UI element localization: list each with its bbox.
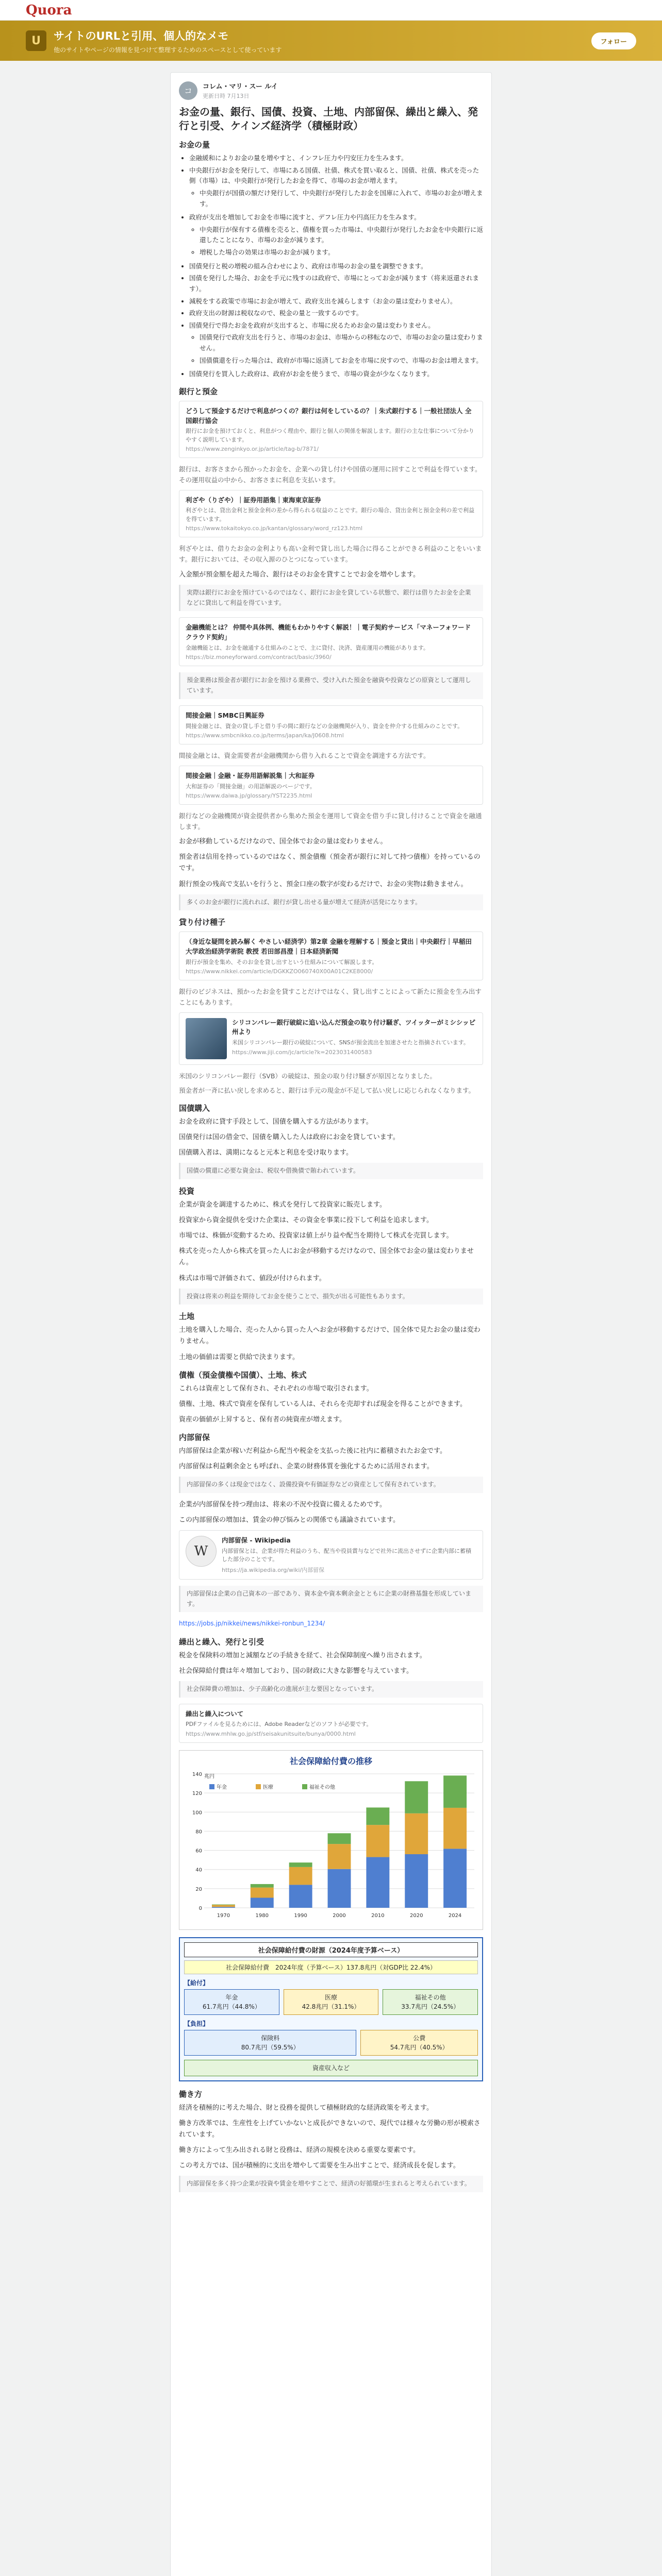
bar-医療 xyxy=(328,1844,351,1869)
y-tick-label: 100 xyxy=(192,1810,202,1816)
paragraph: 土地の価値は需要と供給で決まります。 xyxy=(179,1353,299,1361)
section-heading: 投資 xyxy=(179,1187,195,1196)
list-item: ◦ 中央銀行が国債の額だけ発行して、中央銀行が発行したお金を国庫に入れて、市場のお金が増えます。 xyxy=(200,188,483,209)
paragraph: 働き方改革では、生産性を上げていかないと成長ができないので、現代では様々な労働の形が模索されています。 xyxy=(179,2119,481,2139)
x-tick-label: 1980 xyxy=(255,1912,269,1919)
paragraph: これらは資産として保有され、それぞれの市場で取引されます。 xyxy=(179,1384,373,1393)
list-item: • 減税をする政策で市場にお金が増えて、政府支出を減らします（お金の量は変わりません）。 xyxy=(189,296,483,307)
section-heading: お金の量 xyxy=(179,140,210,149)
link-description: 銀行にお金を預けておくと、利息がつく理由や、銀行と個人の関係を解説します。銀行の主な仕事について分かりやすく説明しています。 xyxy=(186,428,474,443)
quote-text: 銀行は、お客さまから預かったお金を、企業への貸し付けや国債の運用に回すことで利益を得ています。その運用収益の中から、お客さまに利息を支払います。 xyxy=(179,465,482,484)
space-name[interactable]: サイトのURLと引用、個人的なメモ xyxy=(54,29,229,42)
link-title[interactable]: （身近な疑問を読み解く やさしい経済学）第2章 金融を理解する｜預金と貸出｜中央銀行｜早稲田大学政治経済学術院 教授 若田部昌澄｜日本経済新聞 xyxy=(186,938,472,956)
answer-card xyxy=(170,72,492,2576)
paragraph: この内部留保の増加は、賃金の伸び悩みとの関係でも議論されています。 xyxy=(179,1516,400,1524)
bullet-list xyxy=(179,153,483,380)
link-description: PDFファイルを見るためには、Adobe Readerなどのソフトが必要です。 xyxy=(186,1721,372,1728)
quora-logo[interactable]: Quora xyxy=(26,2,72,18)
bar-医療 xyxy=(405,1813,428,1854)
finance-row xyxy=(184,2030,478,2056)
link-description: 金融機能とは、お金を融通する仕組みのことで、主に貸付、決済、資産運用の機能があります。 xyxy=(186,644,429,651)
section-label: 【給付】 xyxy=(184,1979,209,1987)
paragraph: この考え方では、国が積極的に支出を増やして需要を生み出すことで、経済成長を促します。 xyxy=(179,2162,460,2170)
follow-button[interactable]: フォロー xyxy=(591,32,636,49)
chart-svg xyxy=(184,1769,479,1923)
list-item: ◦ 国債償還を行った場合は、政府が市場に返済してお金を市場に戻すので、市場のお金は増えます。 xyxy=(200,355,483,366)
author-name[interactable]: コレム・マリ・スー ルイ xyxy=(203,83,278,91)
inline-link[interactable]: https://jobs.jp/nikkei/news/nikkei-ronbun_1234/ xyxy=(179,1620,325,1628)
finance-block: 公費 54.7兆円（40.5%） xyxy=(360,2030,478,2056)
link-url[interactable]: https://www.daiwa.jp/glossary/YST2235.html xyxy=(186,792,312,800)
paragraph: 預金者は信用を持っているのではなく、預金債権（預金者が銀行に対して持つ債権）を持っているのです。 xyxy=(179,853,481,873)
paragraph: 内部留保は企業が稼いだ利益から配当や税金を支払った後に社内に蓄積されたお金です。 xyxy=(179,1447,446,1455)
link-title[interactable]: 金融機能とは？ 仲間や具体例、機能もわかりやすく解説！｜電子契約サービス「マネーフォワード クラウド契約」 xyxy=(186,623,471,641)
y-tick-label: 20 xyxy=(195,1886,202,1892)
post-date: 更新日時 7月13日 xyxy=(203,93,250,99)
bar-医療 xyxy=(366,1825,389,1857)
bar-年金 xyxy=(405,1854,428,1908)
quote-text: 米国のシリコンバレー銀行（SVB）の破綻は、預金の取り付け騒ぎが原因となりました。 xyxy=(179,1072,436,1080)
link-thumbnail xyxy=(186,1018,227,1059)
legend-label: 年金 xyxy=(217,1784,227,1790)
link-url[interactable]: https://ja.wikipedia.org/wiki/内部留保 xyxy=(222,1566,325,1573)
paragraph: 株式を売った人から株式を買った人にお金が移動するだけなので、国全体でお金の量は変わりません。 xyxy=(179,1247,474,1267)
list-item: • 政府が支出を増加してお金を市場に流すと、デフレ圧力や円高圧力を生みます。 ◦ 中央銀行が保有する債権を売ると、債権を買った市場は、中央銀行が発行したお金を中央銀行に返還したことになり、市場のお金が減ります。 ◦ 増税した場合の効果は市場のお金が減ります。 xyxy=(189,212,483,258)
link-description: 利ざやとは、貸出金利と預金金利の差から得られる収益のことです。銀行の場合、貸出金利と預金金利の差で利益を得ています。 xyxy=(186,507,475,522)
finance-block: 保険料 80.7兆円（59.5%） xyxy=(184,2030,356,2056)
y-tick-label: 80 xyxy=(195,1829,202,1835)
link-card[interactable] xyxy=(179,490,483,538)
blockquote: 内部留保は企業の自己資本の一部であり、資本金や資本剰余金とともに企業の財務基盤を形成しています。 xyxy=(179,1586,483,1613)
link-card[interactable] xyxy=(179,1530,483,1580)
paragraph: 土地を購入した場合、売った人から買った人へお金が移動するだけで、国全体で見たお金の量は変わりません。 xyxy=(179,1326,481,1346)
bar-福祉その他 xyxy=(443,1775,467,1808)
table-title: 社会保障給付費の財源（2024年度予算ベース） xyxy=(184,1942,478,1957)
paragraph: 市場では、株価が変動するため、投資家は値上がり益や配当を期待して株式を売買します。 xyxy=(179,1232,453,1240)
y-axis-label: 兆円 xyxy=(204,1773,214,1780)
legend-swatch xyxy=(209,1784,214,1789)
author-row xyxy=(179,81,483,100)
link-description: 銀行が預金を集め、そのお金を貸し出すという仕組みについて解説します。 xyxy=(186,958,378,965)
blockquote: 投資は将来の利益を期待してお金を使うことで、損失が出る可能性もあります。 xyxy=(179,1289,483,1305)
list-item: • 国債発行で得たお金を政府が支出すると、市場に戻るためお金の量は変わりません。 ◦ 国債発行で政府支出を行うと、市場のお金は、市場からの移転なので、市場のお金の量は変わりません。 ◦ 国債償還を行った場合は、政府が市場に返済してお金を市場に戻すので、市場のお金は増えます。 xyxy=(189,320,483,366)
chart-image xyxy=(179,1750,483,1930)
top-bar xyxy=(0,0,662,21)
link-title[interactable]: 利ざや（りざや）｜証券用語集｜東海東京証券 xyxy=(186,496,321,504)
paragraph: 資産の価値が上昇すると、保有者の純資産が増えます。 xyxy=(179,1415,346,1423)
benefit-block: 福祉その他 33.7兆円（24.5%） xyxy=(383,1989,478,2015)
bar-福祉その他 xyxy=(405,1781,428,1813)
link-url[interactable]: https://www.zenginkyo.or.jp/article/tag-b/7871/ xyxy=(186,446,319,453)
link-card[interactable] xyxy=(179,617,483,666)
link-url[interactable]: https://www.jiji.com/jc/article?k=2023031400583 xyxy=(232,1048,372,1056)
blockquote: 内部留保の多くは現金ではなく、設備投資や有価証券などの資産として保有されています。 xyxy=(179,1477,483,1493)
section-heading: 債権（預金債権や国債）、土地、株式 xyxy=(179,1370,307,1380)
list-item: ◦ 増税した場合の効果は市場のお金が減ります。 xyxy=(200,247,483,258)
paragraph: 債権、土地、株式で資産を保有している人は、それらを売却すれば現金を得ることができます。 xyxy=(179,1400,467,1408)
paragraph: 社会保障給付費は年々増加しており、国の財政に大きな影響を与えています。 xyxy=(179,1667,413,1675)
link-title[interactable]: 内部留保 - Wikipedia xyxy=(222,1536,291,1545)
link-description: 大和証券の「間接金融」の用語解説のページです。 xyxy=(186,783,316,790)
paragraph: 株式は市場で評価されて、値段が付けられます。 xyxy=(179,1274,326,1282)
paragraph: 税金を保険料の増加と減額などの手続きを経て、社会保障制度へ繰り出されます。 xyxy=(179,1651,426,1659)
link-url[interactable]: https://www.nikkei.com/article/DGKKZO060740X00A01C2KE8000/ xyxy=(186,968,373,975)
link-title[interactable]: 間接金融｜SMBC日興証券 xyxy=(186,711,264,719)
legend-swatch xyxy=(302,1784,307,1789)
benefit-block: 年金 61.7兆円（44.8%） xyxy=(184,1989,279,2015)
bar-年金 xyxy=(443,1849,467,1908)
list-item: • 中央銀行がお金を発行して、市場にある国債、社債、株式を買い取ると、国債、社債、株式を売った側（市場）は、中央銀行が発行したお金を得て、市場のお金が増えます。 ◦ 中央銀行が国債の額だけ発行して、中央銀行が発行したお金を国庫に入れて、市場のお金が増えます。 xyxy=(189,165,483,210)
link-description: 米国シリコンバレー銀行の破綻について、SNSが預金流出を加速させたと指摘されています。 xyxy=(232,1039,469,1046)
x-tick-label: 1990 xyxy=(294,1912,307,1919)
quote-text: 銀行などの金融機関が資金提供者から集めた預金を運用して資金を借り手に貸し付けることで資金を融通します。 xyxy=(179,812,482,831)
section-heading: 土地 xyxy=(179,1312,195,1321)
paragraph: 経済を積極的に考えた場合、財と役務を提供して積極財政的な経済政策を考えます。 xyxy=(179,2104,433,2112)
bar-医療 xyxy=(443,1808,467,1849)
blockquote: 内部留保を多く持つ企業が投資や賃金を増やすことで、経済の好循環が生まれると考えられています。 xyxy=(179,2176,483,2192)
link-url[interactable]: https://www.mhlw.go.jp/stf/seisakunitsuite/bunya/0000.html xyxy=(186,1730,356,1737)
link-card[interactable] xyxy=(179,401,483,459)
bar-年金 xyxy=(289,1885,312,1908)
list-item: • 国債を発行した場合、お金を手元に残すのは政府で、市場にとってお金が減ります（将来返還されます）。 xyxy=(189,273,483,294)
list-item: ◦ 国債発行で政府支出を行うと、市場のお金は、市場からの移転なので、市場のお金の量は変わりません。 xyxy=(200,332,483,353)
legend-swatch xyxy=(256,1784,261,1789)
link-title[interactable]: シリコンバレー銀行破綻に追い込んだ預金の取り付け騒ぎ、ツイッターがミシシッピ州より xyxy=(232,1018,475,1036)
bar-年金 xyxy=(251,1897,274,1908)
section-heading: 銀行と預金 xyxy=(179,386,218,396)
benefit-block: 医療 42.8兆円（31.1%） xyxy=(284,1989,379,2015)
bar-福祉その他 xyxy=(289,1862,312,1867)
blockquote: 国債の償還に必要な資金は、税収や借換債で賄われています。 xyxy=(179,1163,483,1179)
paragraph: 働き方によって生み出される財と役務は、経済の規模を決める重要な要素です。 xyxy=(179,2146,420,2155)
paragraph: 国債購入者は、満期になると元本と利息を受け取ります。 xyxy=(179,1149,353,1157)
space-banner xyxy=(0,21,662,61)
link-title[interactable]: 間接金融｜金融・証券用語解説集｜大和証券 xyxy=(186,771,315,779)
legend-label: 福祉その他 xyxy=(309,1784,335,1790)
paragraph: お金が移動しているだけなので、国全体でお金の量は変わりません。 xyxy=(179,838,387,846)
paragraph: 国債発行は国の借金で、国債を購入した人は政府にお金を貸しています。 xyxy=(179,1133,400,1142)
list-item: • 政府支出の財源は税収なので、税金の量と一致するのです。 xyxy=(189,308,483,319)
blockquote: 多くのお金が銀行に流れれば、銀行が貸し出せる量が増えて経済が活発になります。 xyxy=(179,894,483,911)
link-card[interactable] xyxy=(179,1704,483,1743)
quote-text: 間接金融とは、資金需要者が金融機関から借り入れることで資金を調達する方法です。 xyxy=(179,752,430,760)
x-tick-label: 1970 xyxy=(217,1912,230,1919)
y-tick-label: 120 xyxy=(192,1790,202,1797)
space-description: 他のサイトやページの情報を見つけて整理するためのスペースとして使っています xyxy=(54,46,282,54)
quote-text: 利ざやとは、借りたお金の金利よりも高い金利で貸し出した場合に得ることができる利益のことをいいます。銀行においては、その収入源のひとつになっています。 xyxy=(179,545,482,563)
link-card[interactable] xyxy=(179,705,483,744)
paragraph: 企業が資金を調達するために、株式を発行して投資家に販売します。 xyxy=(179,1201,386,1209)
link-url[interactable]: https://biz.moneyforward.com/contract/basic/3960/ xyxy=(186,654,332,661)
paragraph: 入金額が預金額を超えた場合、銀行はそのお金を貸すことでお金を増やします。 xyxy=(179,570,420,579)
bar-年金 xyxy=(212,1907,235,1908)
link-card[interactable] xyxy=(179,931,483,980)
table-subtitle: 社会保障給付費 2024年度（予算ベース）137.8兆円（対GDP比 22.4%） xyxy=(184,1960,478,1974)
section-heading: 国債購入 xyxy=(179,1103,210,1113)
quote-text: 預金者が一斉に払い戻しを求めると、銀行は手元の現金が不足して払い戻しに応じられなくなります。 xyxy=(179,1087,475,1095)
bar-福祉その他 xyxy=(366,1807,389,1825)
bar-福祉その他 xyxy=(251,1884,274,1888)
legend-label: 医療 xyxy=(263,1784,273,1790)
wikipedia-icon: W xyxy=(186,1536,217,1567)
y-tick-label: 40 xyxy=(195,1867,202,1873)
y-tick-label: 0 xyxy=(198,1905,202,1911)
bar-医療 xyxy=(212,1905,235,1907)
x-tick-label: 2000 xyxy=(333,1912,346,1919)
quote-text: 銀行のビジネスは、預かったお金を貸すことだけではなく、貸し出すことによって新たに預金を生み出すことにもあります。 xyxy=(179,988,482,1007)
x-tick-label: 2010 xyxy=(371,1912,385,1919)
link-card[interactable] xyxy=(179,1012,483,1065)
bar-年金 xyxy=(366,1857,389,1907)
paragraph: 内部留保は利益剰余金とも呼ばれ、企業の財務体質を強化するために活用されます。 xyxy=(179,1463,434,1471)
link-card[interactable] xyxy=(179,766,483,805)
section-heading: 貸り付け種子 xyxy=(179,918,226,927)
section-heading: 内部留保 xyxy=(179,1432,210,1442)
blockquote: 預金業務は預金者が銀行にお金を預ける業務で、受け入れた預金を融資や投資などの原資として運用しています。 xyxy=(179,672,483,699)
paragraph: お金を政府に貸す手段として、国債を購入する方法があります。 xyxy=(179,1117,373,1126)
section-heading: 繰出と繰入、発行と引受 xyxy=(179,1637,264,1647)
bar-福祉その他 xyxy=(328,1833,351,1844)
link-title[interactable]: 繰出と繰入について xyxy=(186,1709,244,1718)
finance-table xyxy=(179,1937,483,2081)
link-description: 間接金融とは、資金の貸し手と借り手の間に銀行などの金融機関が入り、資金を仲介する仕組みのことです。 xyxy=(186,722,464,730)
link-title[interactable]: どうして預金するだけで利息がつくの？銀行は何をしているの？｜朱式銀行する｜一般社団法人 全国銀行協会 xyxy=(186,406,472,425)
space-icon[interactable]: U xyxy=(26,30,46,51)
blockquote: 社会保障費の増加は、少子高齢化の進展が主な要因となっています。 xyxy=(179,1681,483,1698)
section-label: 【負担】 xyxy=(184,2020,209,2027)
paragraph: 銀行預金の残高で支払いを行うと、預金口座の数字が変わるだけで、お金の実物は動きません。 xyxy=(179,880,468,888)
y-tick-label: 140 xyxy=(192,1771,202,1777)
list-item: ◦ 中央銀行が保有する債権を売ると、債権を買った市場は、中央銀行が発行したお金を中央銀行に返還したことになり、市場のお金が減ります。 xyxy=(200,225,483,246)
avatar[interactable]: コ xyxy=(179,81,197,100)
x-tick-label: 2020 xyxy=(409,1912,423,1919)
list-item: • 金融緩和によりお金の量を増やすと、インフレ圧力や円安圧力を生みます。 xyxy=(189,153,483,164)
blockquote: 実際は銀行にお金を預けているのではなく、銀行にお金を貸している状態で、銀行は借りたお金を企業などに貸出して利益を得ています。 xyxy=(179,585,483,612)
benefit-row xyxy=(184,1989,478,2015)
bar-福祉その他 xyxy=(212,1904,235,1905)
bar-年金 xyxy=(328,1869,351,1908)
link-url[interactable]: https://www.smbcnikko.co.jp/terms/japan/ka/J0608.html xyxy=(186,732,344,739)
list-item: • 国債発行と税の増税の組み合わせにより、政府は市場のお金の量を調整できます。 xyxy=(189,261,483,272)
paragraph: 投資家から資金提供を受けた企業は、その資金を事業に投下して利益を追求します。 xyxy=(179,1216,433,1225)
list-item: • 国債発行を買入した政府は、政府がお金を使うまで、市場の資金が少なくなります。 xyxy=(189,369,483,380)
paragraph: 企業が内部留保を持つ理由は、将来の不況や投資に備えるためです。 xyxy=(179,1500,386,1509)
bar-医療 xyxy=(289,1867,312,1885)
section-heading: 働き方 xyxy=(179,2089,203,2099)
bar-医療 xyxy=(251,1887,274,1897)
link-url[interactable]: https://www.tokaitokyo.co.jp/kantan/glossary/word_rz123.html xyxy=(186,525,363,532)
post-title: お金の量、銀行、国債、投資、土地、内部留保、繰出と繰入、発行と引受、ケインズ経済学（積極財政） xyxy=(179,106,478,132)
finance-note: 資産収入など xyxy=(184,2060,478,2076)
chart-title: 社会保障給付費の推移 xyxy=(289,1756,372,1766)
link-description: 内部留保とは、企業が得た利益のうち、配当や役員賞与などで社外に流出させずに企業内部に蓄積した部分のことです。 xyxy=(222,1547,471,1563)
y-tick-label: 60 xyxy=(195,1848,202,1854)
x-tick-label: 2024 xyxy=(448,1912,462,1919)
